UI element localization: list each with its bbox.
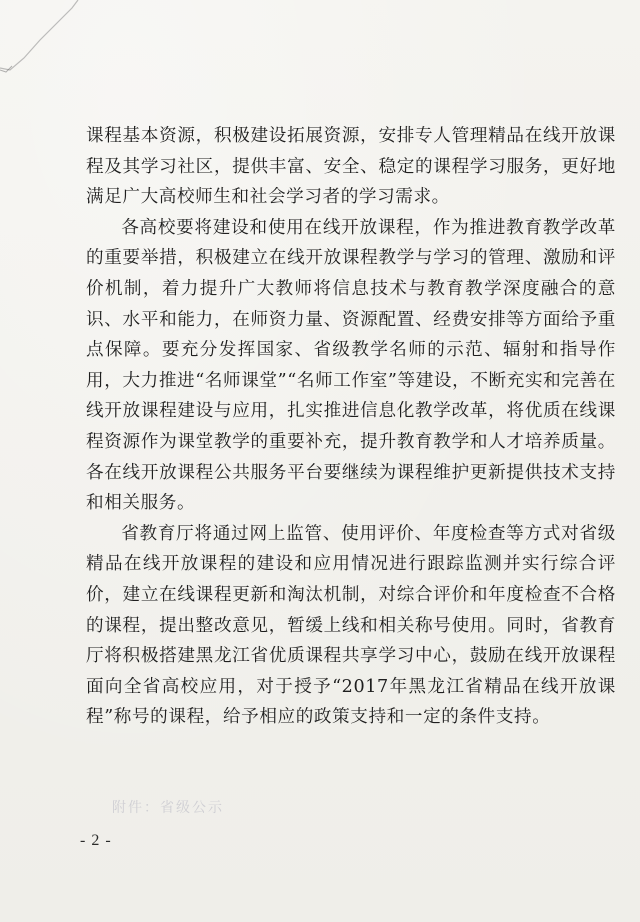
- paragraph-provincial-supervision: 省教育厅将通过网上监管、使用评价、年度检查等方式对省级精品在线开放课程的建设和应用情况进行跟踪监测并实行综合评价，建立在线课程更新和淘汰机制，对综合评价和年度检查不合格的课程，提出整改意见，暂缓上线和相关称号使用。同时，省教育厅将积极搭建黑龙江省优质课程共享学习中心，鼓励在线开放课程面向全省高校应用，对于授予“2017年黑龙江省精品在线开放课程”称号的课程，给予相应的政策支持和一定的条件支持。: [86, 523, 616, 728]
- paragraph-continuation: 课程基本资源，积极建设拓展资源，安排专人管理精品在线开放课程及其学习社区，提供丰富、安全、稳定的课程学习服务，更好地满足广大高校师生和社会学习者的学习需求。: [86, 126, 616, 208]
- paragraph-university-responsibilities: 各高校要将建设和使用在线开放课程，作为推进教育教学改革的重要举措，积极建立在线开放课程教学与学习的管理、激励和评价机制，着力提升广大教师将信息技术与教育教学深度融合的意识、水平和能力，在师资力量、资源配置、经费安排等方面给予重点保障。要充分发挥国家、省级教学名师的示范、辐射和指导作用，大力推进“名师课堂”“名师工作室”等建设，不断充实和完善在线开放课程建设与应用，扎实推进信息化教学改革，将优质在线课程资源作为课堂教学的重要补充，提升教育教学和人才培养质量。各在线开放课程公共服务平台要继续为课程维护更新提供技术支持和相关服务。: [86, 217, 616, 514]
- page-number: - 2 -: [80, 832, 112, 849]
- corner-fold-mark: [0, 0, 90, 90]
- bleed-through-text: 附件：省级公示: [112, 800, 224, 816]
- body-text: [86, 121, 616, 733]
